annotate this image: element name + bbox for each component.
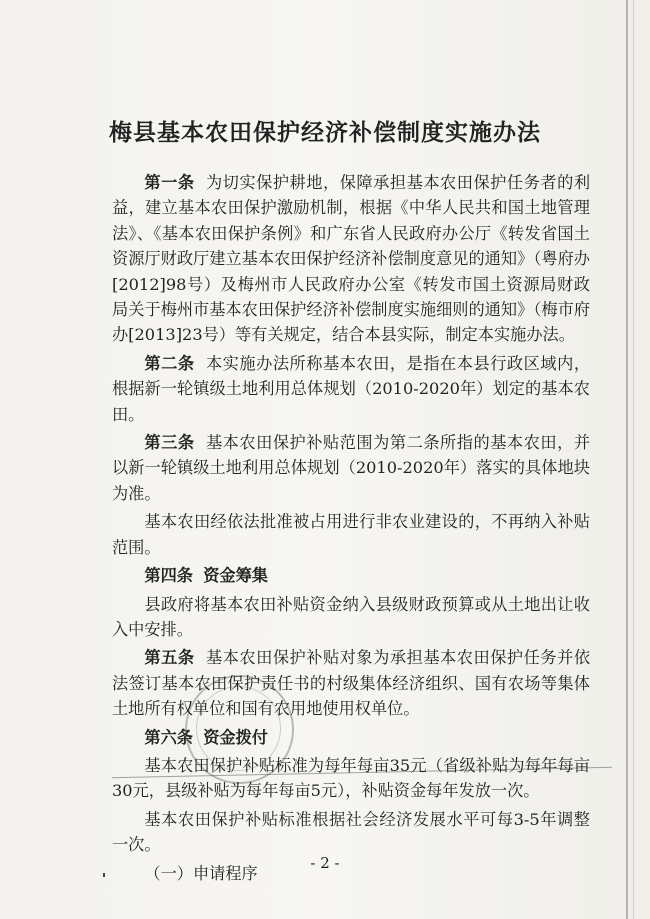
article-heading: 资金筹集	[203, 566, 268, 586]
article-text: 为切实保护耕地，保障承担基本农田保护任务者的利益，建立基本农田保护激励机制，根据《中华人民共和国土地管理法》、《基本农田保护条例》和广东省人民政府办公厅《转发省国土资源厅财政厅建立基本农田保护经济补偿制度意见的通知》（粤府办[2012]98号）及梅州市人民政府办公室《转发市国土资源局财政局关于梅州市基本农田保护经济补偿制度实施细则的通知》（梅市府办[2013]23号）等有关规定，结合本县实际，制定本实施办法。	[112, 173, 591, 345]
article-text: 本实施办法所称基本农田，是指在本县行政区域内，根据新一轮镇级土地利用总体规划（2010-2020年）划定的基本农田。	[112, 353, 591, 424]
article-label: 第二条	[144, 353, 195, 373]
article-text: 基本农田保护补贴范围为第二条所指的基本农田，并以新一轮镇级土地利用总体规划（2010-2020年）落实的具体地块为准。	[112, 433, 591, 503]
article-label: 第三条	[144, 433, 195, 453]
paragraph-text: 县政府将基本农田补贴资金纳入县级财政预算或从土地出让收入中安排。	[112, 594, 590, 639]
document-title: 梅县基本农田保护经济补偿制度实施办法	[109, 119, 541, 146]
ink-speck	[103, 873, 105, 877]
paragraph-text: （一）申请程序	[144, 863, 258, 883]
article-label: 第四条	[144, 566, 193, 586]
article-6-clause-1	[112, 753, 590, 804]
article-4-clause	[112, 592, 590, 643]
paragraph-text: 基本农田经依法批准被占用进行非农业建设的，不再纳入补贴范围。	[112, 512, 590, 557]
article-3	[112, 430, 590, 506]
article-5	[112, 645, 590, 721]
paragraph-text: 基本农田保护补贴标准为每年每亩35元（省级补贴为每年每亩30元，县级补贴为每年每亩5元），补贴资金每年发放一次。	[112, 755, 590, 801]
article-2	[112, 351, 590, 427]
article-3-clause	[112, 509, 590, 560]
article-text: 基本农田保护补贴对象为承担基本农田保护任务并依法签订基本农田保护责任书的村级集体经济组织、国有农场等集体土地所有权单位和国有农用地使用权单位。	[112, 648, 591, 719]
document-body	[112, 170, 590, 889]
page-number: - 2 -	[310, 854, 340, 872]
article-1	[112, 170, 590, 348]
article-heading: 资金拨付	[203, 727, 268, 747]
article-label: 第六条	[144, 727, 193, 747]
paragraph-text: 基本农田保护补贴标准根据社会经济发展水平可每3-5年调整一次。	[112, 809, 590, 855]
article-4	[112, 563, 590, 588]
article-6	[112, 725, 590, 750]
article-6-clause-2	[112, 807, 590, 858]
article-label: 第一条	[144, 173, 195, 192]
article-label: 第五条	[144, 648, 195, 668]
